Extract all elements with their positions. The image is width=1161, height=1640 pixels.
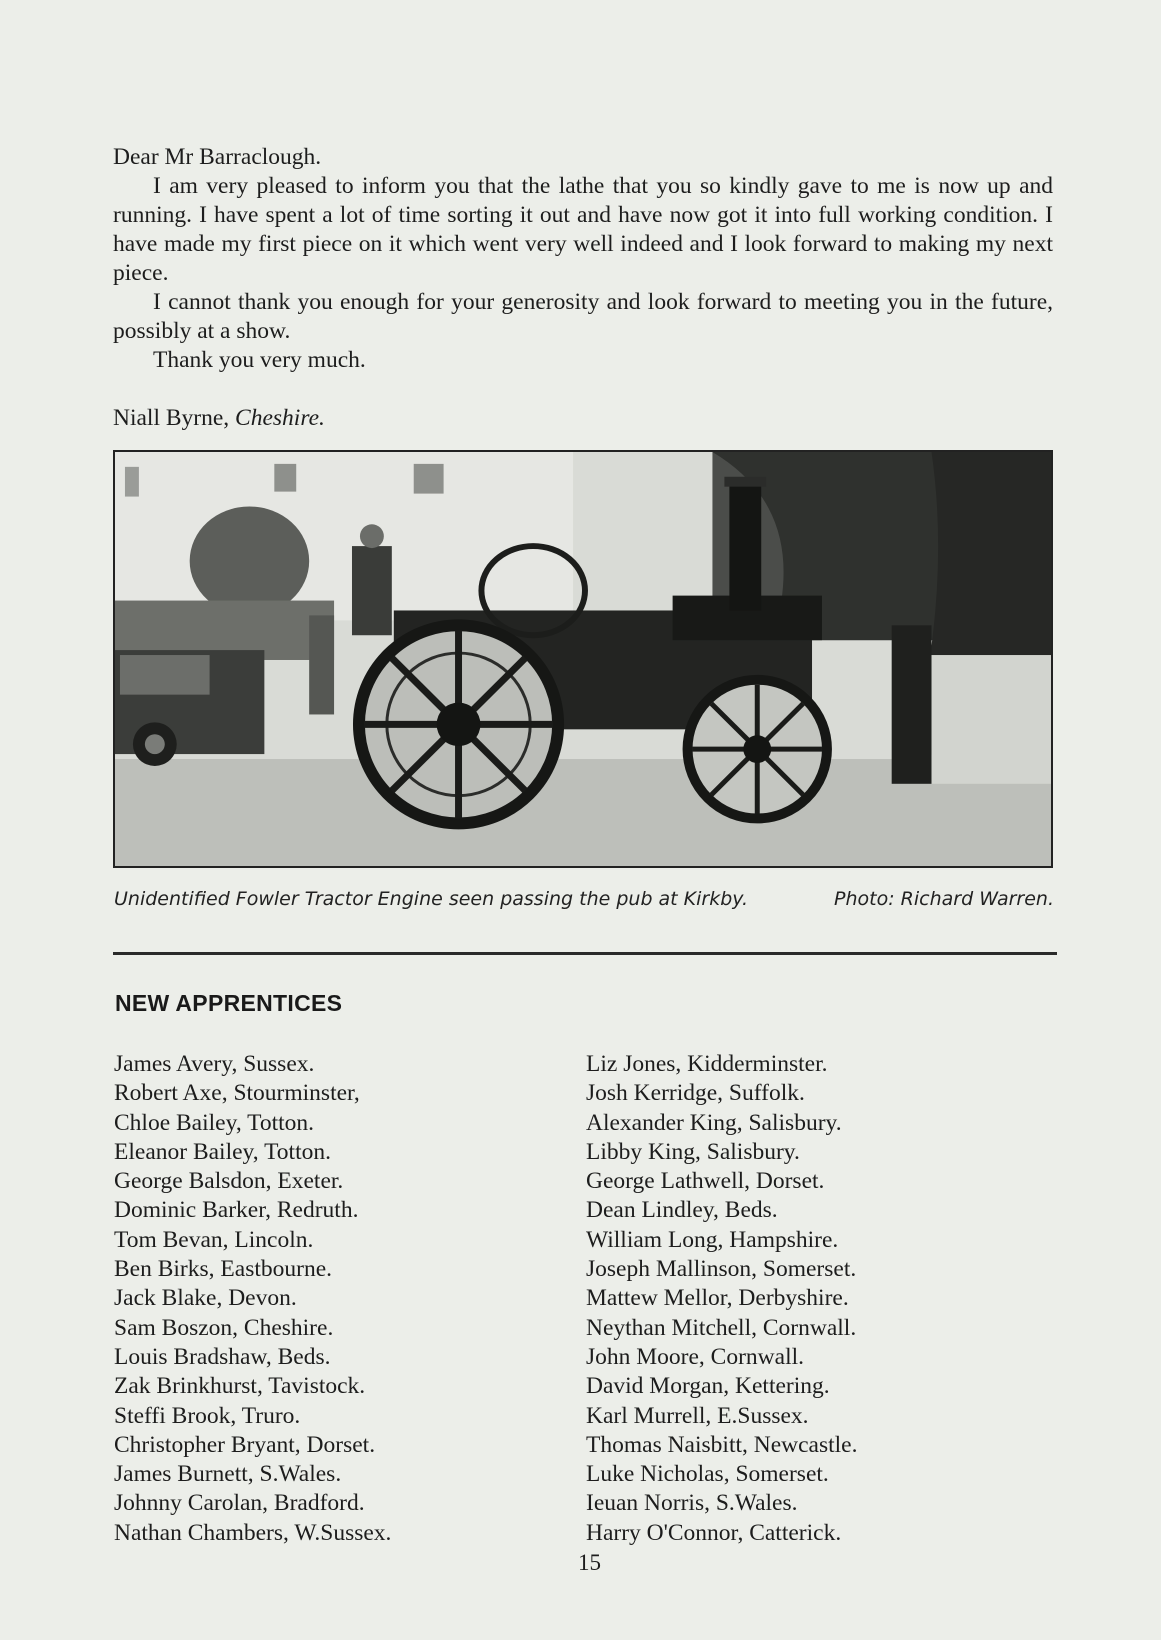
apprentices-list-right <box>586 1050 858 1548</box>
photo-caption-line <box>114 888 1054 910</box>
list-item: Jack Blake, Devon. <box>114 1285 297 1312</box>
list-item: Alexander King, Salisbury. <box>586 1109 842 1136</box>
list-item: Louis Bradshaw, Beds. <box>114 1343 331 1370</box>
list-item: George Lathwell, Dorset. <box>586 1168 825 1195</box>
list-item: Dominic Barker, Redruth. <box>114 1197 359 1224</box>
letter-salutation: Dear Mr Barraclough. <box>113 144 322 170</box>
apprentices-list-left <box>114 1050 391 1548</box>
letter-paragraph: I cannot thank you enough for your generosity and look forward to meeting you in the future, possibly at a show. <box>113 289 1053 344</box>
list-item: Ieuan Norris, S.Wales. <box>586 1490 798 1517</box>
list-item: James Avery, Sussex. <box>114 1051 315 1077</box>
list-item: Tom Bevan, Lincoln. <box>114 1226 314 1253</box>
list-item: Dean Lindley, Beds. <box>586 1197 778 1224</box>
list-item: George Balsdon, Exeter. <box>114 1168 344 1195</box>
photo-illustration <box>115 452 1051 866</box>
list-item: Sam Boszon, Cheshire. <box>114 1314 334 1341</box>
list-item: Liz Jones, Kidderminster. <box>586 1051 828 1077</box>
list-item: John Moore, Cornwall. <box>586 1343 805 1370</box>
list-item: William Long, Hampshire. <box>586 1226 839 1253</box>
section-title: NEW APPRENTICES <box>115 990 343 1016</box>
list-item: David Morgan, Kettering. <box>586 1373 830 1400</box>
signature-place: Cheshire. <box>235 405 325 431</box>
photo-credit: Photo: Richard Warren. <box>834 888 1054 910</box>
list-item: James Burnett, S.Wales. <box>114 1461 342 1488</box>
letter-paragraph: Thank you very much. <box>153 347 366 373</box>
list-item: Ben Birks, Eastbourne. <box>114 1256 332 1283</box>
list-item: Josh Kerridge, Suffolk. <box>586 1080 805 1107</box>
letter-signature <box>113 404 1053 433</box>
list-item: Robert Axe, Stourminster, <box>114 1080 360 1107</box>
signature-name: Niall Byrne, <box>113 405 230 431</box>
list-item: Zak Brinkhurst, Tavistock. <box>114 1373 366 1400</box>
letter-paragraph: I am very pleased to inform you that the lathe that you so kindly gave to me is now up and running. I have spent a lot of time sorting it out and have now got it into full working condition. I have made my first piece on it which went very well indeed and I look forward to making my next piece. <box>113 173 1053 286</box>
list-item: Luke Nicholas, Somerset. <box>586 1461 829 1488</box>
page-number: 15 <box>578 1550 601 1575</box>
letter <box>113 143 1053 433</box>
list-item: Karl Murrell, E.Sussex. <box>586 1402 809 1429</box>
photo-caption: Unidentified Fowler Tractor Engine seen passing the pub at Kirkby. <box>114 888 749 910</box>
list-item: Harry O'Connor, Catterick. <box>586 1519 842 1546</box>
list-item: Nathan Chambers, W.Sussex. <box>114 1519 392 1546</box>
list-item: Joseph Mallinson, Somerset. <box>586 1256 857 1283</box>
list-item: Thomas Naisbitt, Newcastle. <box>586 1431 858 1458</box>
list-item: Mattew Mellor, Derbyshire. <box>586 1285 849 1312</box>
list-item: Libby King, Salisbury. <box>586 1138 800 1165</box>
section-divider <box>113 952 1057 955</box>
traction-engine-photo <box>113 450 1053 868</box>
list-item: Eleanor Bailey, Totton. <box>114 1138 331 1165</box>
list-item: Christopher Bryant, Dorset. <box>114 1431 376 1458</box>
list-item: Neythan Mitchell, Cornwall. <box>586 1314 857 1341</box>
list-item: Johnny Carolan, Bradford. <box>114 1490 365 1517</box>
list-item: Steffi Brook, Truro. <box>114 1402 301 1429</box>
list-item: Chloe Bailey, Totton. <box>114 1109 315 1136</box>
